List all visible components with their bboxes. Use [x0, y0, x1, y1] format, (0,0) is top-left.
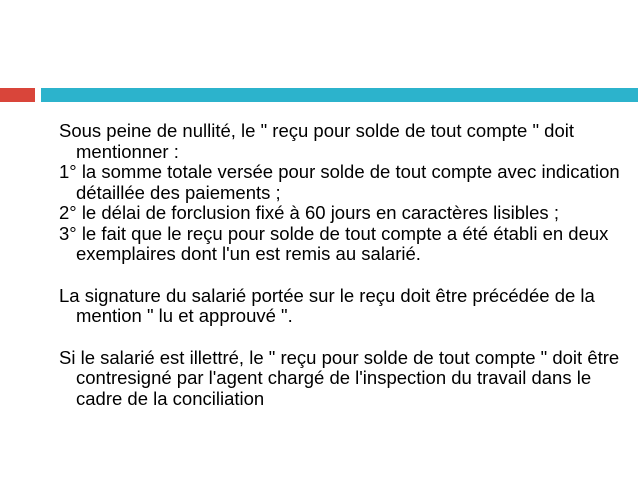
paragraph-illiterate: Si le salarié est illettré, le " reçu pour solde de tout compte " doit être contresigné par l'agent chargé de l'inspection du travail dans le cadre de la conciliation	[59, 346, 620, 409]
paragraph-spacer	[59, 327, 629, 348]
accent-bar-red	[0, 88, 35, 102]
slide-body	[59, 121, 629, 409]
paragraph-spacer	[59, 265, 629, 286]
paragraph-item-1: 1° la somme totale versée pour solde de tout compte avec indication détaillée des paiements ;	[59, 161, 620, 203]
paragraph-intro: Sous peine de nullité, le " reçu pour solde de tout compte " doit mentionner :	[59, 120, 575, 162]
accent-bar-blue	[41, 88, 638, 102]
paragraph-signature: La signature du salarié portée sur le reçu doit être précédée de la mention " lu et approuvé ".	[59, 284, 595, 326]
paragraph-item-2: 2° le délai de forclusion fixé à 60 jours en caractères lisibles ;	[59, 202, 559, 223]
paragraph-item-3: 3° le fait que le reçu pour solde de tout compte a été établi en deux exemplaires dont l'un est remis au salarié.	[59, 222, 609, 264]
